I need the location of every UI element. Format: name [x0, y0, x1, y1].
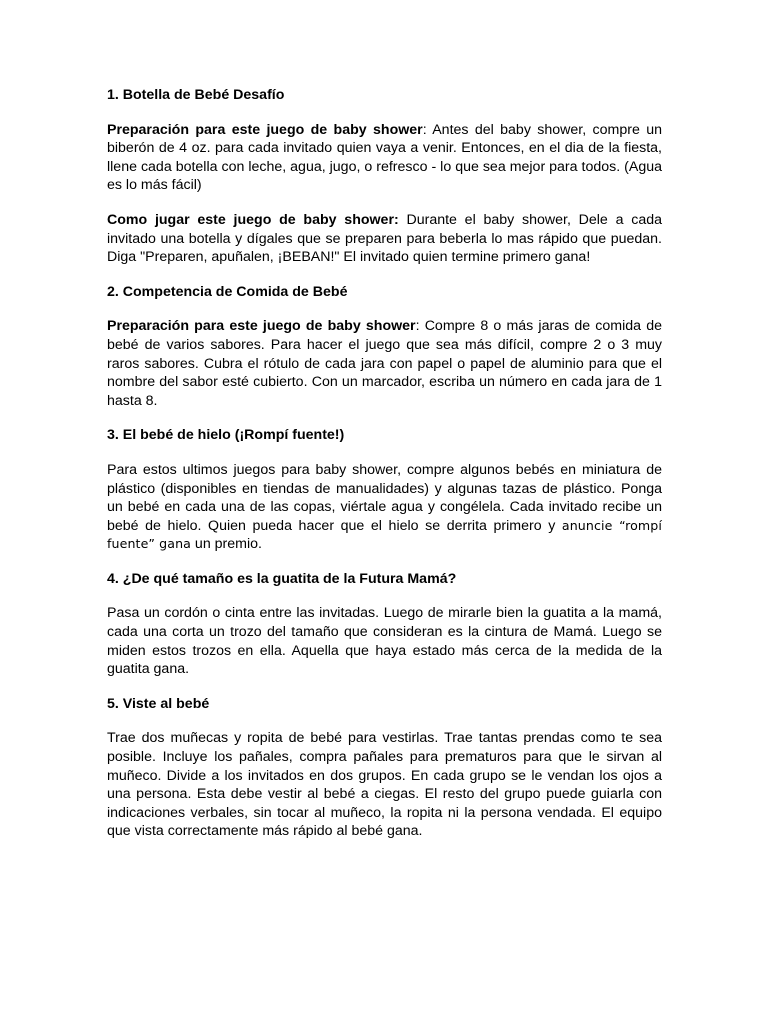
section-2-preparation-label: Preparación para este juego de baby shower — [107, 318, 416, 335]
section-1-how-to-play-text: Durante el baby shower, Dele a cada invitado una botella y dígales que se preparen para beberla lo mas rápido que puedan. Diga "Preparen, apuñalen, ¡BEBAN!" El invitado quien termine primero gana! — [107, 211, 662, 266]
section-1-how-to-play — [107, 211, 662, 267]
section-4-heading: 4. ¿De qué tamaño es la guatita de la Futura Mamá? — [107, 570, 457, 587]
section-3-text: Para estos ultimos juegos para baby shower, compre algunos bebés en miniatura de plástico (disponibles en tiendas de manualidades) y algunas tazas de plástico. Ponga un bebé en cada una de las copas, viértale agua y congélela. Cada invitado recibe un bebé de hielo. Quien pueda hacer que el hielo se derrita primero y — [107, 461, 662, 534]
section-5-heading: 5. Viste al bebé — [107, 695, 210, 712]
section-1-preparation — [107, 121, 662, 195]
section-3-tail-text: un premio. — [190, 536, 262, 553]
section-3-paragraph — [107, 461, 662, 554]
section-1-how-to-play-label: Como jugar este juego de baby shower: — [107, 211, 399, 228]
section-1-preparation-text: : Antes del baby shower, compre un biberón de 4 oz. para cada invitado quien vaya a venir. Entonces, en el dia de la fiesta, llene cada botella con leche, agua, jugo, o refresco - lo que sea mejor para todos. (Agua es lo más fácil) — [107, 121, 662, 194]
section-2-preparation-text: : Compre 8 o más jaras de comida de bebé de varios sabores. Para hacer el juego que sea más difícil, compre 2 o 3 muy raros sabores. Cubra el rótulo de cada jara con papel o papel de aluminio para que el nombre del sabor esté cubierto. Con un marcador, escriba un número en cada jara de 1 hasta 8. — [107, 318, 662, 409]
section-5-paragraph: Trae dos muñecas y ropita de bebé para vestirlas. Trae tantas prendas como te sea posible. Incluye los pañales, compra pañales para prematuros para que le sirvan al muñeco. Divide a los invitados en dos grupos. En cada grupo se le vendan los ojos a una persona. Esta debe vestir al bebé a ciegas. El resto del grupo puede guiarla con indicaciones verbales, sin tocar al muñeco, la ropita ni la persona vendada. El equipo que vista correctamente más rápido al bebé gana. — [107, 730, 662, 840]
section-2-preparation — [107, 317, 662, 410]
section-4-paragraph: Pasa un cordón o cinta entre las invitadas. Luego de mirarle bien la guatita a la mamá, cada una corta un trozo del tamaño que consideran es la cintura de Mamá. Luego se miden estos trozos en ella. Aquella que haya estado más cerca de la medida de la guatita gana. — [107, 605, 662, 678]
section-3-announce-text: anuncie “rompí fuente” gana — [107, 517, 662, 552]
section-1-heading: 1. Botella de Bebé Desafío — [107, 87, 285, 103]
section-2-heading: 2. Competencia de Comida de Bebé — [107, 283, 348, 300]
section-1-preparation-label: Preparación para este juego de baby shower — [107, 121, 423, 138]
section-3-heading: 3. El bebé de hielo (¡Rompí fuente!) — [107, 427, 345, 444]
